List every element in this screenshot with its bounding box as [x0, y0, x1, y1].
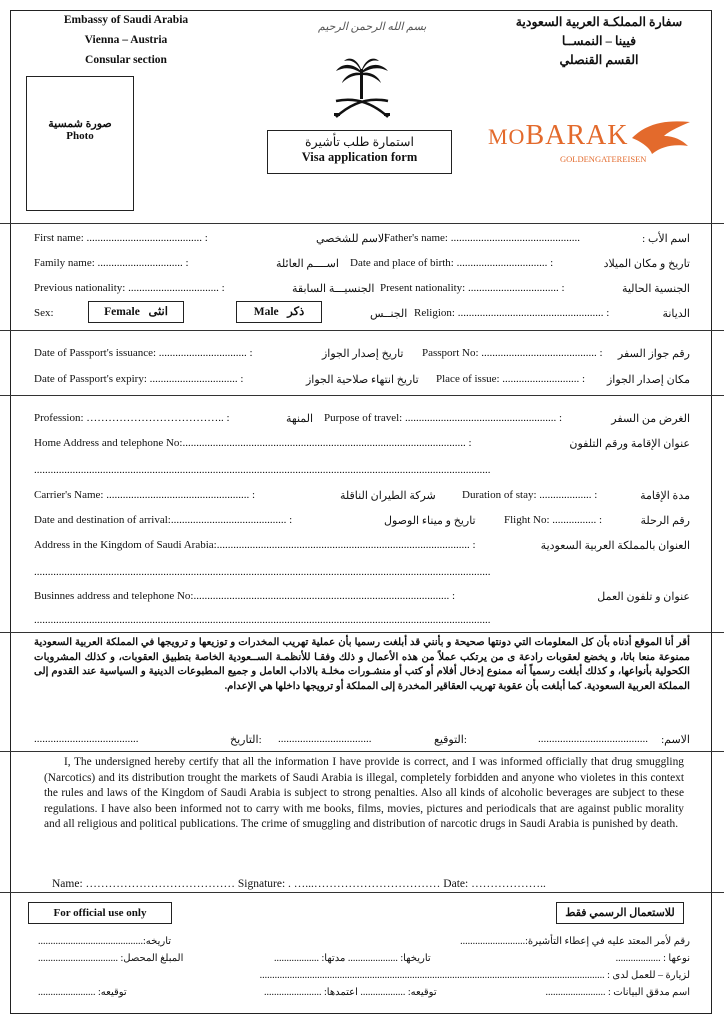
divider-4	[0, 632, 724, 633]
sex-label: Sex:	[34, 307, 54, 319]
official-visit-work-field[interactable]: لزيارة – للعمل لدى : ..........................................................................................................................................	[259, 970, 690, 981]
fathers-name-label-ar: اسم الأب :	[642, 233, 690, 245]
male-label: Male	[253, 306, 279, 318]
official-use-box-ar: للاستعمال الرسمي فقط	[556, 902, 684, 924]
ar-signature-label: التوقيع:	[434, 734, 467, 746]
official-date-duration-field[interactable]: تاريخها: .................... مدتها: ..................	[274, 953, 431, 964]
basmala-calligraphy: بسم الله الرحمن الرحيم	[318, 21, 427, 33]
first-name-field[interactable]: First name: .......................................... :	[34, 232, 208, 244]
row-passport-expiry[interactable]	[34, 373, 690, 393]
duration-of-stay-label-ar: مدة الإقامة	[640, 490, 690, 502]
flight-no-label-ar: رقم الرحلة	[640, 515, 690, 527]
official-row-4[interactable]	[34, 987, 690, 1007]
bird-logo-icon	[630, 118, 692, 158]
passport-issuance-label-ar: تاريخ إصدار الجواز	[322, 348, 404, 360]
row-carrier[interactable]	[34, 489, 690, 509]
row-ar-signature[interactable]	[34, 733, 690, 753]
arrival-label-ar: تاريخ و ميناء الوصول	[384, 515, 476, 527]
flight-no-field[interactable]: Flight No: ................ :	[504, 514, 603, 526]
profession-field[interactable]: Profession: ……………………………….. :	[34, 412, 230, 424]
divider-2	[0, 330, 724, 331]
saudi-address-field-2[interactable]: ......................................................................................................................................................................	[34, 566, 491, 578]
passport-expiry-label-ar: تاريخ انتهاء صلاحية الجواز	[306, 374, 419, 386]
business-address-field-2[interactable]: ......................................................................................................................................................................	[34, 614, 491, 626]
city-en: Vienna – Austria	[84, 34, 168, 46]
ar-name-field[interactable]: ........................................	[538, 733, 648, 745]
sex-label-ar: الجنــس	[370, 308, 408, 320]
present-nationality-label-ar: الجنسية الحالية	[621, 283, 690, 295]
family-name-label-ar: اســــم العائلة	[276, 258, 339, 270]
passport-no-field[interactable]: Passport No: .......................................... :	[422, 347, 603, 359]
passport-issuance-field[interactable]: Date of Passport's issuance: ................................ :	[34, 347, 253, 359]
embassy-name-en: Embassy of Saudi Arabia	[63, 14, 189, 26]
section-ar: القسم القنصلي	[559, 53, 639, 67]
official-verifier-signature-field[interactable]: توقيعه: .................. اعتمدها: .......................	[264, 987, 437, 998]
saudi-emblem-icon	[330, 55, 394, 125]
male-label-ar: ذكر	[287, 306, 305, 318]
row-profession[interactable]	[34, 412, 690, 432]
home-address-field-2[interactable]: ......................................................................................................................................................................	[34, 464, 491, 476]
row-nationality[interactable]	[34, 282, 690, 302]
form-title-en: Visa application form	[301, 150, 418, 164]
row-passport-issuance[interactable]	[34, 347, 690, 367]
logo-text-b: BARAK	[525, 120, 629, 151]
en-signature-line[interactable]: Name: ………………………………… Signature: . …...…………………………… Date: ………………..	[52, 878, 546, 890]
row-saudi-address-cont[interactable]	[34, 566, 690, 586]
row-en-signature[interactable]	[52, 878, 692, 898]
row-first-name[interactable]	[34, 232, 690, 252]
row-saudi-address[interactable]	[34, 539, 690, 559]
birth-date-place-label-ar: تاريخ و مكان الميلاد	[603, 258, 690, 270]
logo-text-a: MO	[488, 124, 526, 149]
saudi-address-field[interactable]: Address in the Kingdom of Saudi Arabia:............................................................................................ :	[34, 539, 476, 551]
place-of-issue-field[interactable]: Place of issue: ............................ :	[436, 373, 586, 385]
photo-box[interactable]	[26, 76, 134, 211]
female-label: Female	[104, 306, 140, 318]
official-visa-date-field[interactable]: تاريخه:..........................................	[38, 936, 172, 947]
logo-subtitle: GOLDENGATEREISEN	[560, 154, 647, 164]
home-address-label-ar: عنوان الإقامة ورقم التلفون	[569, 438, 690, 450]
male-option[interactable]	[236, 301, 322, 323]
carrier-name-label-ar: شركة الطيران الناقلة	[340, 490, 436, 502]
ar-name-label: الاسم:	[661, 734, 690, 746]
previous-nationality-label-ar: الجنسيـــة السابقة	[292, 283, 375, 295]
saudi-address-label-ar: العنوان بالمملكة العربية السعودية	[540, 540, 690, 552]
divider-1	[0, 223, 724, 224]
form-title-ar: استمارة طلب تأشيرة	[305, 135, 414, 149]
divider-5	[0, 751, 724, 752]
form-title-box	[267, 130, 452, 174]
official-verifier-field[interactable]: اسم مدقق البيانات : ........................	[545, 987, 690, 998]
carrier-name-field[interactable]: Carrier's Name: .................................................... :	[34, 489, 256, 501]
duration-of-stay-field[interactable]: Duration of stay: ................... :	[462, 489, 598, 501]
divider-3	[0, 395, 724, 396]
religion-label-ar: الديانة	[662, 308, 690, 320]
fathers-name-field[interactable]: Father's name: ...............................................	[384, 232, 580, 244]
city-ar: فيينا – النمســا	[561, 34, 637, 48]
business-address-label-ar: عنوان و تلفون العمل	[597, 591, 690, 603]
first-name-label-ar: الاسم للشخصي	[316, 233, 388, 245]
religion-field[interactable]: Religion: ..................................................... :	[414, 307, 610, 319]
family-name-field[interactable]: Family name: ............................... :	[34, 257, 189, 269]
business-address-field[interactable]: Businnes address and telephone No:............................................................................................. :	[34, 590, 456, 602]
passport-expiry-field[interactable]: Date of Passport's expiry: ................................ :	[34, 373, 244, 385]
divider-6	[0, 892, 724, 893]
mobarak-logo	[488, 120, 628, 152]
ar-date-label: التاريخ:	[230, 734, 262, 746]
purpose-of-travel-field[interactable]: Purpose of travel: ....................................................... :	[324, 412, 563, 424]
ar-signature-field[interactable]: ..................................	[278, 733, 372, 745]
official-approver-signature-field[interactable]: توقيعه: .......................	[38, 987, 127, 998]
row-business-address-cont[interactable]	[34, 614, 690, 634]
arrival-field[interactable]: Date and destination of arrival:.......................................... :	[34, 514, 293, 526]
present-nationality-field[interactable]: Present nationality: ................................. :	[380, 282, 565, 294]
row-family-name[interactable]	[34, 257, 690, 277]
female-option[interactable]	[88, 301, 184, 323]
purpose-of-travel-label-ar: الغرض من السفر	[611, 413, 690, 425]
photo-label-en: Photo	[66, 130, 94, 142]
row-business-address[interactable]	[34, 590, 690, 610]
passport-no-label-ar: رقم جواز السفر	[617, 348, 690, 360]
row-home-address[interactable]	[34, 437, 690, 457]
birth-date-place-field[interactable]: Date and place of birth: ................................. :	[350, 257, 554, 269]
row-arrival[interactable]	[34, 514, 690, 534]
official-visa-order-field[interactable]: رقم لأمر المعتد عليه في إعطاء التأشيرة:..........................	[460, 936, 690, 947]
place-of-issue-label-ar: مكان إصدار الجواز	[607, 374, 690, 386]
ar-date-field[interactable]: ......................................	[34, 733, 139, 745]
declaration-en: I, The undersigned hereby certify that all the information I have provide is correct, and I was informed officially that drug smuggling (Narcotics) and its distribution trought the markets of Saudi Arabia is illegal, completely forbidden and anyone who violetes in this context the rules and laws of the Kingdom of Saudi Arabia is subject to strong penalties. Also all kinds of alcoholic beverages are subject to these regulations. I have also been informed not to carry with me books, films, movies, pictures and periodicals that are against public morality and all religious and political publications. The crime of smuggling and distribution of narcotic drugs in Saudi Arabia is punished by death.	[44, 756, 684, 830]
declaration-ar: أقر أنا الموقع أدناه بأن كل المعلومات التي دونتها صحيحة و بأنني قد أبلغت رسميا بأن عملية تهريب المخدرات و توزيعها و ترويجها في المملكة العربية السعودية ممنوعة منعا باتا، و يخضع لعقوبات رادعة ى من يرتكب عملاً من هذه الأعمال و ذلك وفقـا للأنظمـة الســعودية الخاصة بتطبيق العقوبات، و كذلك المشروبات الكحولية بأنواعها، و كذلك أبلغت رسمياً أنه ممنوع إدخال أفلام أو كتب أو منشـورات مخلـة بالاداب العامل و جميع المطبوعات الدينية و السياسية عند القدوم إلى المملكة العربية السعودية. كما أبلغت بأن عقوبة تهريب العقاقير المخدرة إلى المملكة أو ترويجها داخلها هي الإعدام.	[34, 637, 690, 692]
row-home-address-cont[interactable]	[34, 464, 690, 484]
official-use-box-en: For official use only	[28, 902, 172, 924]
embassy-name-ar: سفارة المملكـة العربية السعودية	[515, 15, 683, 29]
photo-label-ar: صورة شمسية	[48, 118, 112, 130]
previous-nationality-field[interactable]: Previous nationality: ................................. :	[34, 282, 225, 294]
female-label-ar: انثى	[148, 306, 168, 318]
official-amount-field[interactable]: المبلغ المحصل: ................................	[38, 953, 184, 964]
official-type-field[interactable]: نوعها : ..................	[615, 953, 690, 964]
profession-label-ar: المنهة	[286, 413, 314, 425]
section-en: Consular section	[85, 54, 167, 66]
home-address-field[interactable]: Home Address and telephone No:....................................................................................................... :	[34, 437, 472, 449]
